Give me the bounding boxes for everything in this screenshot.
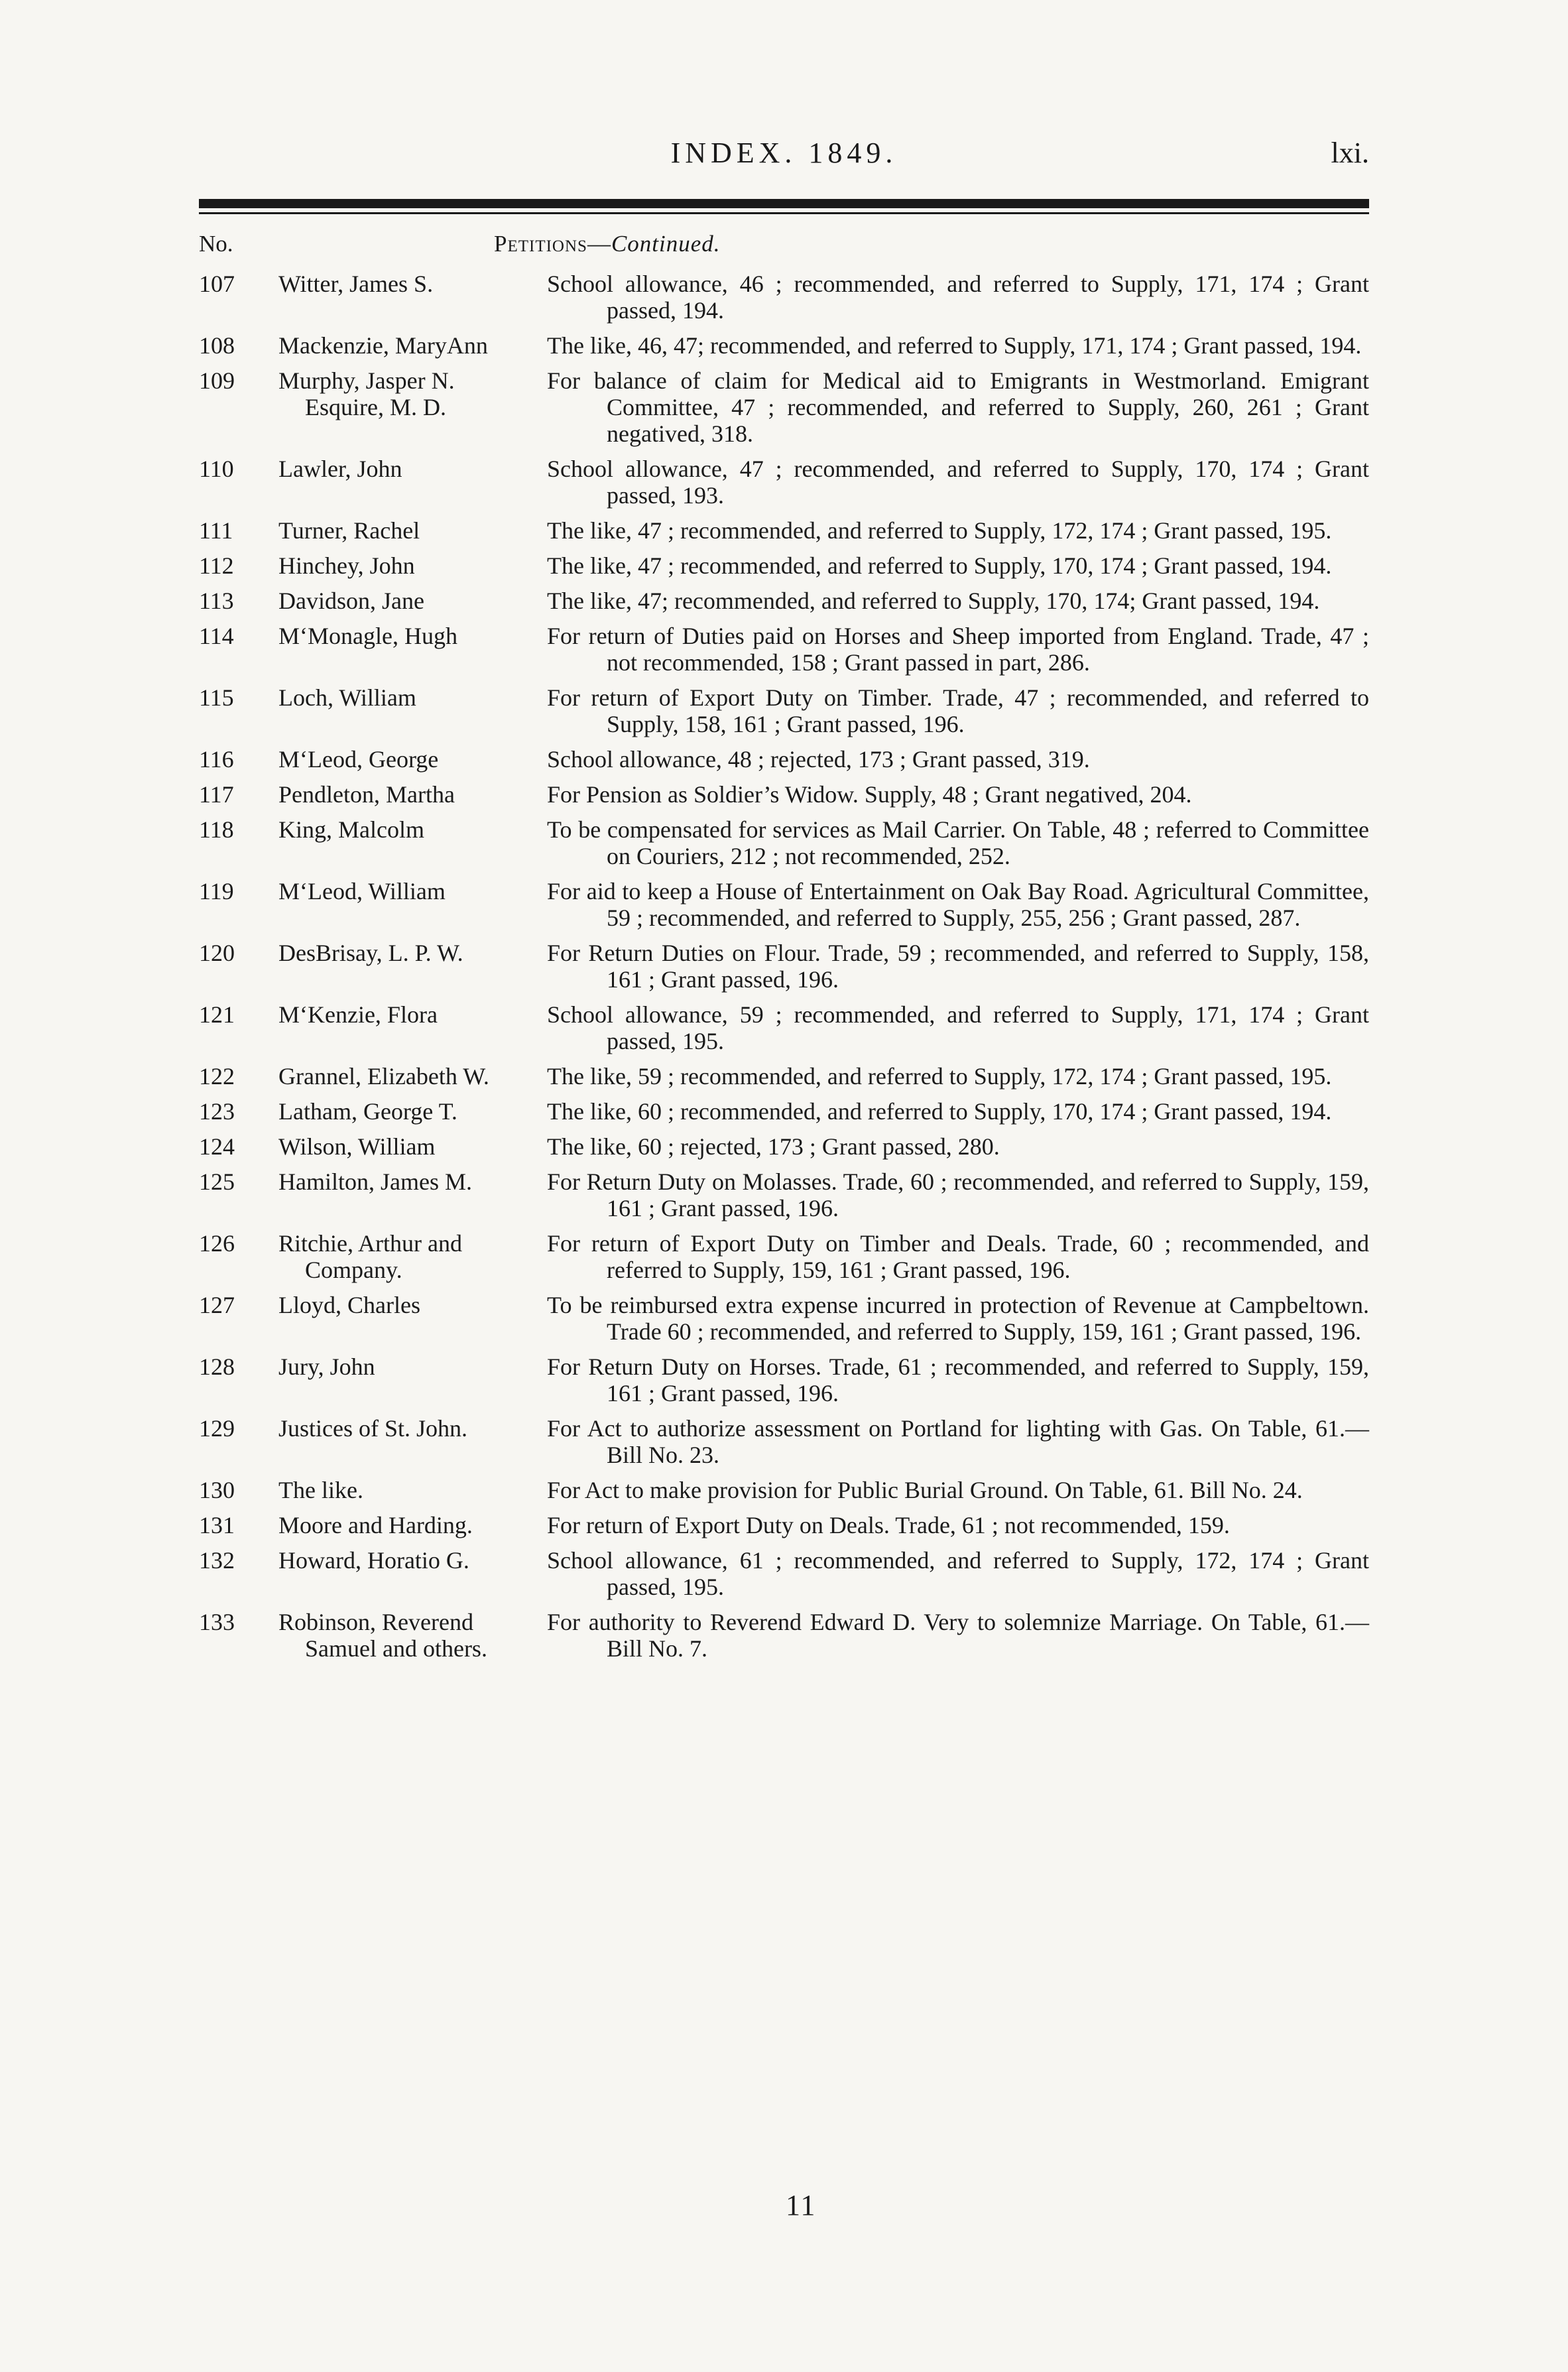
petition-description: School allowance, 48 ; rejected, 173 ; Grant passed, 319. <box>547 746 1090 773</box>
entry-number: 120 <box>199 940 235 966</box>
entry-number: 126 <box>199 1230 235 1257</box>
entry-number: 110 <box>199 456 234 482</box>
petitioner-name-line1: Hamilton, James M. <box>278 1168 472 1195</box>
petitioner-name <box>278 1609 547 1662</box>
entry-number: 133 <box>199 1609 235 1635</box>
petitioner-name <box>278 746 547 773</box>
petitioner-name-line1: Grannel, Elizabeth W. <box>278 1063 489 1090</box>
section-heading-prefix: Petitions— <box>494 231 611 257</box>
petitioner-name-line2: Company. <box>305 1257 402 1283</box>
list-item <box>199 1512 1369 1538</box>
petitioner-name-line1: Pendleton, Martha <box>278 781 455 808</box>
petitioner-name <box>278 1547 547 1600</box>
list-item <box>199 456 1369 509</box>
entry-number: 121 <box>199 1001 235 1028</box>
list-item <box>199 1230 1369 1283</box>
list-item <box>199 517 1369 544</box>
petitioner-name-line1: M‘Leod, William <box>278 878 446 905</box>
petitioner-name-line1: Moore and Harding. <box>278 1512 473 1538</box>
entry-number: 131 <box>199 1512 235 1538</box>
petition-description: The like, 47; recommended, and referred to Supply, 170, 174; Grant passed, 194. <box>547 588 1320 614</box>
petitioner-name <box>278 1001 547 1054</box>
section-heading-suffix: Continued. <box>611 231 721 257</box>
list-item <box>199 588 1369 614</box>
petition-description: To be reimbursed extra expense incurred in protection of Revenue at Campbeltown. Trade 60 ; recommended, and referred to Supply, 159, 161 ; Grant passed, 196. <box>547 1292 1369 1345</box>
petition-description: For Act to make provision for Public Burial Ground. On Table, 61. Bill No. 24. <box>547 1477 1303 1503</box>
entry-number: 116 <box>199 746 234 773</box>
petitioner-name <box>278 1063 547 1090</box>
petitioner-name-line1: DesBrisay, L. P. W. <box>278 940 463 966</box>
petitioner-name <box>278 623 547 676</box>
petition-description: The like, 60 ; rejected, 173 ; Grant passed, 280. <box>547 1133 1000 1160</box>
petition-description: The like, 59 ; recommended, and referred to Supply, 172, 174 ; Grant passed, 195. <box>547 1063 1332 1090</box>
petition-description: School allowance, 47 ; recommended, and referred to Supply, 170, 174 ; Grant passed, 193. <box>547 456 1369 509</box>
petitioner-name-line1: Witter, James S. <box>278 271 434 297</box>
list-item <box>199 1098 1369 1125</box>
list-item <box>199 1609 1369 1662</box>
petitioner-name <box>278 940 547 993</box>
section-heading <box>494 231 721 257</box>
petition-description: For Return Duty on Molasses. Trade, 60 ; recommended, and referred to Supply, 159, 161 ; Grant passed, 196. <box>547 1168 1369 1221</box>
petitioner-name-line1: Lawler, John <box>278 456 402 482</box>
entry-number: 127 <box>199 1292 235 1318</box>
list-item <box>199 1353 1369 1406</box>
list-item <box>199 367 1369 447</box>
petitioner-name-line1: Lloyd, Charles <box>278 1292 420 1318</box>
petitioner-name <box>278 1098 547 1125</box>
petitioner-name-line2: Esquire, M. D. <box>305 394 446 420</box>
petition-description: For return of Duties paid on Horses and Sheep imported from England. Trade, 47 ; not recommended, 158 ; Grant passed in part, 286. <box>547 623 1369 676</box>
petitioner-name <box>278 588 547 614</box>
petition-description: School allowance, 46 ; recommended, and referred to Supply, 171, 174 ; Grant passed, 194. <box>547 271 1369 324</box>
petitioner-name-line1: The like. <box>278 1477 363 1503</box>
petitioner-name-line1: Howard, Horatio G. <box>278 1547 469 1574</box>
page-number: lxi. <box>1331 137 1369 169</box>
list-item <box>199 781 1369 808</box>
petitioner-name <box>278 456 547 509</box>
entry-number: 119 <box>199 878 234 905</box>
petition-description: For balance of claim for Medical aid to Emigrants in Westmorland. Emigrant Committee, 47 ; recommended, and referred to Supply, 260, 261 ; Grant negatived, 318. <box>547 367 1369 447</box>
petition-list <box>199 271 1369 1670</box>
petitioner-name <box>278 1292 547 1345</box>
petition-description: The like, 47 ; recommended, and referred to Supply, 170, 174 ; Grant passed, 194. <box>547 552 1332 579</box>
petitioner-name-line1: Wilson, William <box>278 1133 436 1160</box>
entry-number: 118 <box>199 816 234 843</box>
petitioner-name-line1: Hinchey, John <box>278 552 415 579</box>
petitioner-name <box>278 271 547 324</box>
petitioner-name-line1: Davidson, Jane <box>278 588 424 614</box>
list-item <box>199 271 1369 324</box>
running-header <box>199 136 1369 182</box>
entry-number: 113 <box>199 588 234 614</box>
entry-number: 107 <box>199 271 235 297</box>
entry-number: 123 <box>199 1098 235 1125</box>
list-item <box>199 1547 1369 1600</box>
petition-description: To be compensated for services as Mail Carrier. On Table, 48 ; referred to Committee on Couriers, 212 ; not recommended, 252. <box>547 816 1369 869</box>
entry-number: 112 <box>199 552 234 579</box>
petitioner-name-line1: M‘Kenzie, Flora <box>278 1001 438 1028</box>
list-item <box>199 1477 1369 1503</box>
petitioner-name <box>278 552 547 579</box>
petition-description: The like, 46, 47; recommended, and referred to Supply, 171, 174 ; Grant passed, 194. <box>547 332 1362 359</box>
list-item <box>199 552 1369 579</box>
list-item <box>199 684 1369 737</box>
list-item <box>199 816 1369 869</box>
entry-number: 111 <box>199 517 233 544</box>
list-item <box>199 1415 1369 1468</box>
column-header <box>199 231 1369 260</box>
list-item <box>199 940 1369 993</box>
header-rule-thin <box>199 212 1369 214</box>
entry-number: 114 <box>199 623 234 649</box>
list-item <box>199 1168 1369 1221</box>
entry-number: 108 <box>199 332 235 359</box>
petitioner-name-line1: Robinson, Reverend <box>278 1609 473 1635</box>
petition-description: For aid to keep a House of Entertainment on Oak Bay Road. Agricultural Committee, 59 ; recommended, and referred to Supply, 255, 256 ; Grant passed, 287. <box>547 878 1369 931</box>
petitioner-name <box>278 367 547 447</box>
entry-number: 124 <box>199 1133 235 1160</box>
petitioner-name <box>278 684 547 737</box>
entry-number: 130 <box>199 1477 235 1503</box>
petitioner-name <box>278 816 547 869</box>
petition-description: For authority to Reverend Edward D. Very to solemnize Marriage. On Table, 61.—Bill No. 7. <box>547 1609 1369 1662</box>
petitioner-name <box>278 1353 547 1406</box>
entry-number: 115 <box>199 684 234 711</box>
petitioner-name-line1: Latham, George T. <box>278 1098 457 1125</box>
petitioner-name-line1: Mackenzie, MaryAnn <box>278 332 488 359</box>
petitioner-name-line1: Murphy, Jasper N. <box>278 367 455 394</box>
list-item <box>199 623 1369 676</box>
petitioner-name-line1: Justices of St. John. <box>278 1415 468 1442</box>
petition-description: School allowance, 59 ; recommended, and referred to Supply, 171, 174 ; Grant passed, 195. <box>547 1001 1369 1054</box>
petition-description: School allowance, 61 ; recommended, and referred to Supply, 172, 174 ; Grant passed, 195. <box>547 1547 1369 1600</box>
petitioner-name <box>278 781 547 808</box>
number-column-label: No. <box>199 231 233 257</box>
petitioner-name-line1: Turner, Rachel <box>278 517 420 544</box>
entry-number: 109 <box>199 367 235 394</box>
petitioner-name <box>278 517 547 544</box>
entry-number: 117 <box>199 781 234 808</box>
list-item <box>199 878 1369 931</box>
list-item <box>199 332 1369 359</box>
list-item <box>199 1292 1369 1345</box>
entry-number: 125 <box>199 1168 235 1195</box>
petitioner-name <box>278 1477 547 1503</box>
header-rule-thick <box>199 199 1369 208</box>
petitioner-name <box>278 1512 547 1538</box>
petition-description: For Return Duties on Flour. Trade, 59 ; recommended, and referred to Supply, 158, 161 ; Grant passed, 196. <box>547 940 1369 993</box>
petition-description: The like, 60 ; recommended, and referred to Supply, 170, 174 ; Grant passed, 194. <box>547 1098 1332 1125</box>
entry-number: 129 <box>199 1415 235 1442</box>
petitioner-name-line1: King, Malcolm <box>278 816 424 843</box>
petitioner-name-line1: M‘Monagle, Hugh <box>278 623 457 649</box>
petitioner-name <box>278 878 547 931</box>
petition-description: For Act to authorize assessment on Portland for lighting with Gas. On Table, 61.—Bill No. 23. <box>547 1415 1369 1468</box>
entry-number: 122 <box>199 1063 235 1090</box>
petition-description: The like, 47 ; recommended, and referred to Supply, 172, 174 ; Grant passed, 195. <box>547 517 1332 544</box>
petitioner-name <box>278 1168 547 1221</box>
signature-mark: 11 <box>786 2189 817 2221</box>
petitioner-name-line2: Samuel and others. <box>305 1635 487 1662</box>
petition-description: For return of Export Duty on Timber. Trade, 47 ; recommended, and referred to Supply, 158, 161 ; Grant passed, 196. <box>547 684 1369 737</box>
petition-description: For Return Duty on Horses. Trade, 61 ; recommended, and referred to Supply, 159, 161 ; Grant passed, 196. <box>547 1353 1369 1406</box>
petition-description: For Pension as Soldier’s Widow. Supply, 48 ; Grant negatived, 204. <box>547 781 1192 808</box>
petitioner-name <box>278 1230 547 1283</box>
list-item <box>199 1133 1369 1160</box>
petitioner-name <box>278 1133 547 1160</box>
list-item <box>199 746 1369 773</box>
entry-number: 128 <box>199 1353 235 1380</box>
petitioner-name <box>278 332 547 359</box>
petitioner-name-line1: Ritchie, Arthur and <box>278 1230 462 1257</box>
entry-number: 132 <box>199 1547 235 1574</box>
petition-description: For return of Export Duty on Timber and Deals. Trade, 60 ; recommended, and referred to Supply, 159, 161 ; Grant passed, 196. <box>547 1230 1369 1283</box>
petitioner-name-line1: Loch, William <box>278 684 416 711</box>
page-title: INDEX. 1849. <box>670 137 898 169</box>
petition-description: For return of Export Duty on Deals. Trade, 61 ; not recommended, 159. <box>547 1512 1230 1538</box>
petitioner-name-line1: M‘Leod, George <box>278 746 439 773</box>
petitioner-name <box>278 1415 547 1468</box>
list-item <box>199 1063 1369 1090</box>
list-item <box>199 1001 1369 1054</box>
petitioner-name-line1: Jury, John <box>278 1353 375 1380</box>
